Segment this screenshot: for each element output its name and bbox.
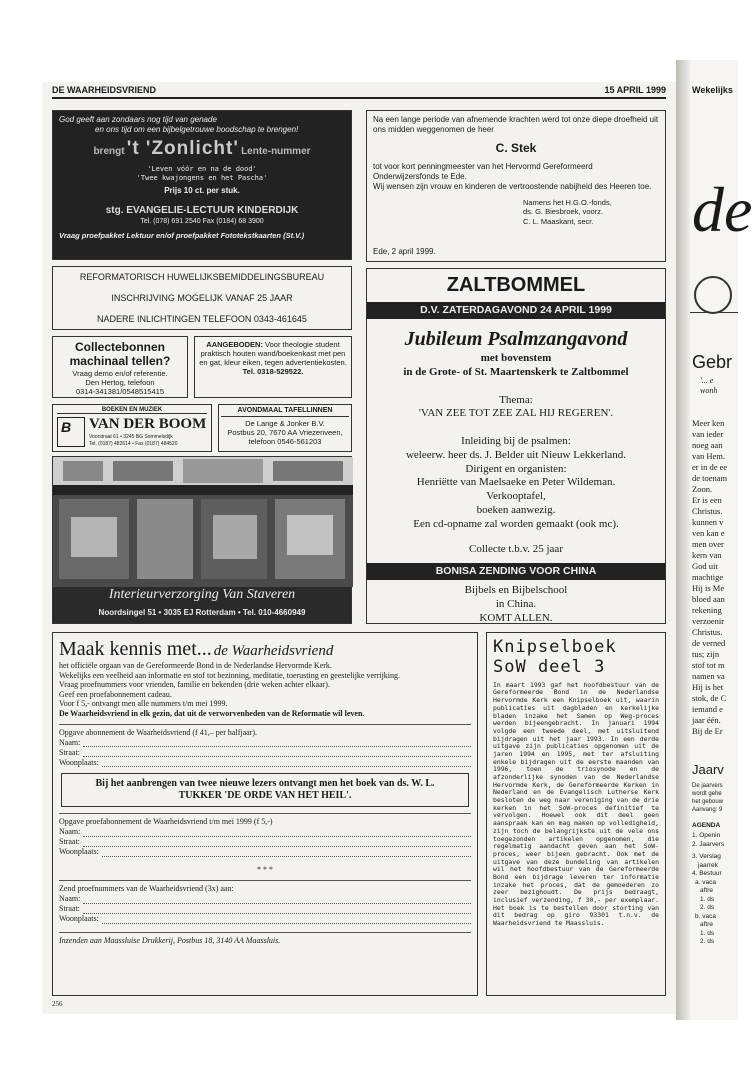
publication-name: DE WAARHEIDSVRIEND <box>52 85 157 95</box>
bonisa-l3: KOMT ALLEN. <box>479 611 553 624</box>
opp-quote2: wonh <box>700 386 718 395</box>
form3-naam[interactable]: Naam: <box>59 894 471 904</box>
zonlicht-line1: God geeft aan zondaars nog tijd van genade <box>59 115 217 124</box>
form1-woonplaats[interactable]: Woonplaats: <box>59 757 471 767</box>
zonlicht-quote1: 'Leven vóór en na de dood' <box>147 164 257 173</box>
stek-body1: tot voor kort penningmeester van het Hervormd Gereformeerd Onderwijzersfonds te Ede. <box>373 162 593 181</box>
stek-date: Ede, 2 april 1999. <box>373 247 436 256</box>
stek-sig2: ds. G. Biesbroek, voorz. <box>523 207 604 217</box>
zonlicht-season: Lente-nummer <box>241 146 311 157</box>
zaltbommel-sub1: met bovenstem <box>480 352 552 365</box>
avondmaal-title: AVONDMAAL TAFELLINNEN <box>221 407 349 417</box>
form1-naam[interactable]: Naam: <box>59 737 471 747</box>
maak-opgave2: Opgave proefabonnement de Waarheidsvriend t/m mei 1999 (f 5,-) <box>59 813 471 827</box>
knipsel-title2: SoW deel 3 <box>493 657 606 678</box>
avondmaal-ad <box>218 404 352 452</box>
zonlicht-quote2: 'Twee kwajongens en het Pascha' <box>136 173 268 182</box>
opp-emblem <box>694 276 732 314</box>
vanderboom-top: BOEKEN EN MUZIEK <box>57 407 207 414</box>
opp-rule <box>690 312 738 313</box>
maak-p3: Vraag proefnummers voor vrienden, familie en bekenden (drie weken achter elkaar). <box>59 680 330 690</box>
staveren-ad <box>52 456 352 624</box>
collecte-title1: Collectebonnen <box>74 340 165 354</box>
collecte-b3: 0314-341381/0548515415 <box>75 386 164 396</box>
bonisa-l2: in China. <box>495 598 537 610</box>
maak-title-row <box>59 637 471 661</box>
maak-p4: Geef een proefabonnement cadeau. <box>59 689 172 699</box>
storefront-photo <box>53 457 353 587</box>
vanderboom-tel: Tel. (0187) 482614 • Fax (0187) 484520 <box>89 441 178 447</box>
zonlicht-brand: 't 'Zonlicht' <box>126 138 239 159</box>
zonlicht-line2: en ons tijd om een bijbelgetrouwe boodschap te brengen! <box>95 125 299 134</box>
opp-agenda: AGENDA <box>692 822 721 829</box>
maak-promo: Bij het aanbrengen van twee nieuwe lezers ontvangt men het boek van ds. W. L. TUKKER 'DE ORDE VAN HET HEIL'. <box>61 773 469 807</box>
vanderboom-name: VAN DER BOOM <box>89 416 207 432</box>
maak-p2: Wekelijks een veelheid aan informatie en stof tot bezinning, meditatie, toerusting en geestelijke verrijking. <box>59 670 401 680</box>
zonlicht-brengt: brengt <box>93 146 125 157</box>
aangeboden-text: Voor theologie student praktisch houten wand/boekenkast met pen en gat, kleur eiken, tegen advertentiekosten. <box>199 340 347 367</box>
vanderboom-ad <box>52 404 212 452</box>
page-number: 256 <box>52 1000 63 1008</box>
form2-woonplaats[interactable]: Woonplaats: <box>59 847 471 857</box>
maak-p5: Voor f 5,- ontvangt men alle nummers t/m mei 1999. <box>59 699 228 709</box>
opp-masthead: de <box>692 174 752 245</box>
form1-straat[interactable]: Straat: <box>59 747 471 757</box>
zonlicht-ad <box>52 110 352 260</box>
stek-sig3: C. L. Maaskant, secr. <box>523 216 594 226</box>
staveren-title: Interieurverzorging Van Staveren <box>108 587 296 602</box>
zaltbommel-l3: Dirigent en organisten: <box>465 462 567 475</box>
aangeboden-tel: Tel. 0318-529522. <box>242 367 304 376</box>
stek-name: C. Stek <box>495 141 537 155</box>
zonlicht-footer: Vraag proefpakket Lektuur en/of proefpakket Fototekstkaarten (St.V.) <box>59 230 305 240</box>
knipsel-text: In maart 1993 gaf het hoofdbestuur van de Gereformeerde Bond in de Nederlandse Hervormde Kerk een Knipselboek uit, waarin publicaties uit dagbladen en kerkelijke bladen inzake het Samen op Weg-proces werden bijeengebracht. In januari 1994 volgde een tweede deel, met uitsluitend bijdragen uit het jaar 1993. In een derde uitgave zijn publicaties opgenomen uit de jaren 1994 en 1995, met ter afsluiting enkele bijdragen uit de eerste maanden van 1996, toen de triosynode en de afzonderlijke synoden van de Nederlandse Hervormde Kerk, de Gereformeerde Kerken in Nederland en de Evangelisch Lutherse Kerk besloten de weg naar vereniging van de drie kerken in het SoW-proces definitief te vervolgen. Hoewel ook dit deel geen aanspraak kan en mag maken op volledigheid, zijn toch de belangrijkste uit de vele ons toegezonden artikelen opgenomen, die regelmatig aandacht geven aan het SoW-proces, weer bijeen gebracht. Ook met de uitgave van deze bundeling van artikelen wil het hoofdbestuur van de Gereformeerde Bond een bijdrage leveren ter informatie inzake het proces, dat de gemoederen zo zeer bezighoudt. De prijs bedraagt, inclusief verzending, f 30,- per exemplaar. Het boek is te bestellen door storting van dit bedrag op giro 93301 t.n.v. de Waarheidsvriend te Maassluis. <box>493 680 659 928</box>
opp-small: De jaarvers wordt gehe het gebouw Aanvang: 9 <box>692 783 724 813</box>
zaltbommel-quote: 'VAN ZEE TOT ZEE ZAL HIJ REGEREN'. <box>418 407 614 420</box>
maak-p1: het officiële orgaan van de Gereformeerde Bond in de Nederlandse Hervormde Kerk. <box>59 661 332 670</box>
maak-footer: Inzenden aan Maassluise Drukkerij, Postbus 18, 3140 AA Maassluis. <box>59 932 471 946</box>
avondmaal-l2: Postbus 20, 7670 AA Vriezenveen, telefoon 0546-561203 <box>227 428 343 447</box>
avondmaal-l1: De Lange & Jonker B.V. <box>245 419 325 429</box>
opp-heading2: Jaarv <box>692 762 724 777</box>
zaltbommel-l1: Inleiding bij de psalmen: <box>461 435 571 448</box>
opposite-page <box>690 60 752 1020</box>
knipsel-title1: Knipselboek <box>493 637 617 657</box>
form2-naam[interactable]: Naam: <box>59 827 471 837</box>
zaltbommel-thema: Thema: <box>499 393 533 406</box>
maak-stars: * * * <box>257 864 273 874</box>
bonisa-title: BONISA ZENDING VOOR CHINA <box>367 563 665 580</box>
zaltbommel-title: Jubileum Psalmzangavond <box>404 328 628 351</box>
form3-straat[interactable]: Straat: <box>59 904 471 914</box>
knipselboek-ad <box>486 632 666 996</box>
maak-title: Maak kennis met... <box>59 638 212 660</box>
aangeboden-label: AANGEBODEN: <box>206 340 263 349</box>
vanderboom-addr: Voorstraat 61 • 3245 BG Sommelsdijk <box>89 434 173 440</box>
stek-intro: Na een lange periode van afnemende krachten werd tot onze diepe droefheid uit ons midden weggenomen de heer <box>373 115 659 134</box>
zonlicht-price: Prijs 10 ct. per stuk. <box>164 186 240 196</box>
maak-zend: Zend proefnummers van de Waarheidsvriend (3x) aan: <box>59 880 471 894</box>
aangeboden-ad <box>194 336 352 398</box>
bonisa-l1: Bijbels en Bijbelschool <box>464 584 568 597</box>
zaltbommel-l6: boeken aanwezig. <box>476 503 556 516</box>
zaltbommel-city: ZALTBOMMEL <box>446 274 586 296</box>
collecte-b2: Den Hertog, telefoon <box>85 377 155 387</box>
page-gutter <box>676 60 690 1020</box>
zonlicht-tel: Tel. (078) 691 2540 Fax (0184) 68 3900 <box>140 217 264 225</box>
vanderboom-logo-mark: B <box>61 419 72 435</box>
maak-title2: de Waarheidsvriend <box>213 643 334 659</box>
opp-items: 1. Openin 2. Jaarvers 3. Verslag jaarrek 4. Bestuur a. vaca aftre 1. ds 2. ds b. vaca aftre 1. ds 2. ds <box>692 832 725 945</box>
stek-body2: Wij wensen zijn vrouw en kinderen de vertroostende nabijheid des Heeren toe. <box>373 182 652 191</box>
zonlicht-org: stg. EVANGELIE-LECTUUR KINDERDIJK <box>105 205 299 217</box>
collecte-title2: machinaal tellen? <box>69 354 171 369</box>
stek-sig1: Namens het H.G.O.-fonds, <box>523 198 612 207</box>
opp-column: Meer ken van ieder noeg aan van Hem. er in de ee de toenam Zoon. Er is een Christus. kunnen v ven kan e men over kern van God uit machtige Hij is Me bloed aan rekening verzoenir Christus. de verned tus; zijn stof tot m namen va Hij is het stok, de C iemand e jaar één. Bij de Er <box>692 418 728 736</box>
form2-straat[interactable]: Straat: <box>59 837 471 847</box>
opp-top: Wekelijks <box>692 85 733 95</box>
zaltbommel-l5: Verkooptafel, <box>486 490 546 503</box>
zaltbommel-l8: Collecte t.b.v. 25 jaar <box>469 543 563 556</box>
zaltbommel-ad <box>366 268 666 624</box>
zonlicht-title <box>59 137 345 161</box>
opp-heading1: Gebr <box>692 352 733 372</box>
zaltbommel-sub2: in de Grote- of St. Maartenskerk te Zaltbommel <box>403 365 629 378</box>
maak-kennis-ad <box>52 632 478 996</box>
huwelijk-l2: INSCHRIJVING MOGELIJK VANAF 25 JAAR <box>111 293 293 303</box>
vanderboom-logo <box>57 417 85 447</box>
huwelijk-l3: NADERE INLICHTINGEN TELEFOON 0343-461645 <box>97 314 307 324</box>
staveren-addr: Noordsingel 51 • 3035 EJ Rotterdam • Tel. 010-4660949 <box>98 608 306 617</box>
form3-woonplaats[interactable]: Woonplaats: <box>59 914 471 924</box>
opp-quote: '... e <box>700 376 714 385</box>
zaltbommel-l2: weleerw. heer ds. J. Belder uit Nieuw Lekkerland. <box>405 448 627 461</box>
huwelijk-l1: REFORMATORISCH HUWELIJKSBEMIDDELINGSBUREAU <box>79 272 325 282</box>
stek-signature <box>373 198 659 226</box>
issue-date: 15 APRIL 1999 <box>604 85 666 95</box>
maak-opgave1: Opgave abonnement de Waarheidsvriend (f 41,– per halfjaar). <box>59 724 471 738</box>
zaltbommel-l4: Henriëtte van Maelsaeke en Peter Wildeman. <box>416 476 616 489</box>
stek-obituary <box>366 110 666 262</box>
collecte-ad <box>52 336 188 398</box>
huwelijk-ad <box>52 266 352 330</box>
maak-p6: De Waarheidsvriend in elk gezin, dat uit de verworvenheden van de Reformatie wil leven. <box>59 708 365 718</box>
collecte-b1: Vraag demo en/of referentie. <box>72 368 168 378</box>
zaltbommel-date: D.V. ZATERDAGAVOND 24 APRIL 1999 <box>367 302 665 319</box>
zaltbommel-l7: Een cd-opname zal worden gemaakt (ook mc). <box>413 517 619 530</box>
page-header <box>52 85 666 99</box>
